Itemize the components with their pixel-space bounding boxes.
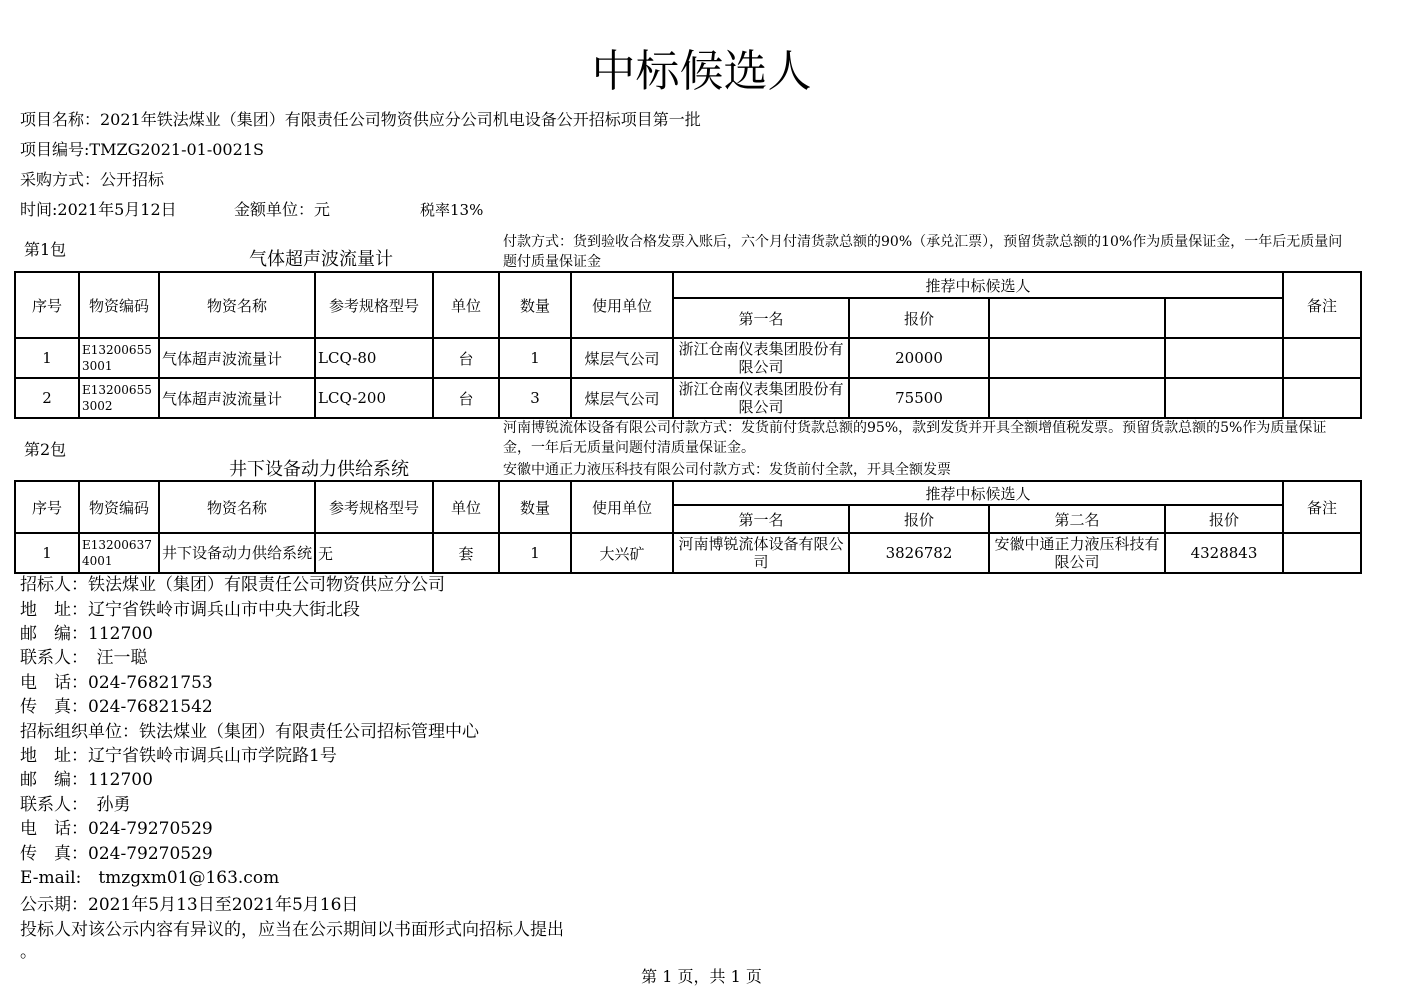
cell-price2 bbox=[1165, 338, 1283, 378]
header-name: 物资名称 bbox=[159, 272, 315, 338]
cell-price2 bbox=[1165, 378, 1283, 418]
header-remark: 备注 bbox=[1283, 481, 1361, 533]
table-row bbox=[15, 338, 1361, 378]
header-unit: 单位 bbox=[433, 272, 499, 338]
cell-first: 河南博锐流体设备有限公司 bbox=[673, 533, 849, 573]
cell-user: 煤层气公司 bbox=[571, 338, 673, 378]
cell-code: E132006553002 bbox=[79, 378, 159, 418]
cell-spec: LCQ-200 bbox=[315, 378, 433, 418]
tenderer-fax: 传 真：024-76821542 bbox=[20, 697, 213, 717]
agency-phone: 电 话：024-79270529 bbox=[20, 819, 213, 839]
cell-price: 75500 bbox=[849, 378, 989, 418]
objection-note-end: 。 bbox=[20, 942, 37, 962]
table-row bbox=[15, 533, 1361, 573]
header-seq: 序号 bbox=[15, 272, 79, 338]
purchase-method: 采购方式：公开招标 bbox=[20, 170, 165, 189]
cell-seq: 1 bbox=[15, 338, 79, 378]
header-spec: 参考规格型号 bbox=[315, 481, 433, 533]
cell-code: E132006374001 bbox=[79, 533, 159, 573]
header-price: 报价 bbox=[849, 505, 989, 533]
cell-remark bbox=[1283, 378, 1361, 418]
package-1-table bbox=[14, 271, 1362, 419]
header-second: 第二名 bbox=[989, 505, 1165, 533]
header-price2: 报价 bbox=[1165, 505, 1283, 533]
agency-address: 地 址：辽宁省铁岭市调兵山市学院路1号 bbox=[20, 746, 337, 766]
header-qty: 数量 bbox=[499, 272, 571, 338]
cell-remark bbox=[1283, 338, 1361, 378]
header-code: 物资编码 bbox=[79, 272, 159, 338]
package-2-label: 第2包 bbox=[24, 440, 67, 459]
cell-unit: 套 bbox=[433, 533, 499, 573]
cell-code: E132006553001 bbox=[79, 338, 159, 378]
cell-spec: LCQ-80 bbox=[315, 338, 433, 378]
package-2-payment: 河南博锐流体设备有限公司付款方式：发货前付货款总额的95%，款到发货并开具全额增值税发票。预留货款总额的5%作为质量保证金，一年后无质量问题付清质量保证金。 bbox=[503, 420, 1327, 456]
tenderer-address: 地 址：辽宁省铁岭市调兵山市中央大街北段 bbox=[20, 600, 360, 620]
header-remark: 备注 bbox=[1283, 272, 1361, 338]
package-1-label: 第1包 bbox=[24, 240, 67, 259]
agency-fax: 传 真：024-79270529 bbox=[20, 844, 213, 864]
cell-qty: 1 bbox=[499, 533, 571, 573]
cell-name: 井下设备动力供给系统 bbox=[159, 533, 315, 573]
publish-time: 时间:2021年5月12日 bbox=[20, 200, 177, 219]
cell-name: 气体超声波流量计 bbox=[159, 338, 315, 378]
table-row bbox=[15, 378, 1361, 418]
cell-second bbox=[989, 378, 1165, 418]
objection-note: 投标人对该公示内容有异议的，应当在公示期间以书面形式向招标人提出 bbox=[20, 920, 564, 940]
cell-second bbox=[989, 338, 1165, 378]
cell-spec: 无 bbox=[315, 533, 433, 573]
package-1-name: 气体超声波流量计 bbox=[249, 249, 393, 270]
tax-rate: 税率13% bbox=[420, 201, 484, 219]
agency-email: E-mail: tmzgxm01@163.com bbox=[20, 868, 280, 888]
cell-price: 3826782 bbox=[849, 533, 989, 573]
tenderer-phone: 电 话：024-76821753 bbox=[20, 673, 213, 693]
header-spec: 参考规格型号 bbox=[315, 272, 433, 338]
package-2-name: 井下设备动力供给系统 bbox=[229, 459, 409, 480]
header-price2 bbox=[1165, 298, 1283, 338]
cell-user: 煤层气公司 bbox=[571, 378, 673, 418]
header-second bbox=[989, 298, 1165, 338]
header-name: 物资名称 bbox=[159, 481, 315, 533]
tenderer-postcode: 邮 编：112700 bbox=[20, 624, 153, 644]
header-first: 第一名 bbox=[673, 505, 849, 533]
agency: 招标组织单位：铁法煤业（集团）有限责任公司招标管理中心 bbox=[20, 722, 479, 742]
cell-seq: 2 bbox=[15, 378, 79, 418]
header-seq: 序号 bbox=[15, 481, 79, 533]
tenderer-contact: 联系人： 汪一聪 bbox=[20, 648, 148, 668]
cell-price2: 4328843 bbox=[1165, 533, 1283, 573]
header-qty: 数量 bbox=[499, 481, 571, 533]
agency-contact: 联系人： 孙勇 bbox=[20, 795, 131, 815]
cell-qty: 3 bbox=[499, 378, 571, 418]
cell-second: 安徽中通正力液压科技有限公司 bbox=[989, 533, 1165, 573]
header-unit: 单位 bbox=[433, 481, 499, 533]
cell-remark bbox=[1283, 533, 1361, 573]
tenderer: 招标人：铁法煤业（集团）有限责任公司物资供应分公司 bbox=[20, 575, 445, 595]
cell-name: 气体超声波流量计 bbox=[159, 378, 315, 418]
header-user: 使用单位 bbox=[571, 481, 673, 533]
cell-qty: 1 bbox=[499, 338, 571, 378]
header-code: 物资编码 bbox=[79, 481, 159, 533]
package-2-table bbox=[14, 480, 1362, 574]
header-first: 第一名 bbox=[673, 298, 849, 338]
cell-unit: 台 bbox=[433, 338, 499, 378]
header-user: 使用单位 bbox=[571, 272, 673, 338]
cell-first: 浙江仓南仪表集团股份有限公司 bbox=[673, 338, 849, 378]
header-price: 报价 bbox=[849, 298, 989, 338]
package-1-payment: 付款方式：货到验收合格发票入账后，六个月付清货款总额的90%（承兑汇票），预留货款总额的10%作为质量保证金，一年后无质量问题付质量保证金 bbox=[503, 234, 1343, 270]
header-recommended: 推荐中标候选人 bbox=[673, 481, 1283, 505]
page-title: 中标候选人 bbox=[591, 46, 812, 97]
agency-postcode: 邮 编：112700 bbox=[20, 770, 153, 790]
cell-price: 20000 bbox=[849, 338, 989, 378]
publicity-period: 公示期：2021年5月13日至2021年5月16日 bbox=[20, 895, 359, 915]
cell-seq: 1 bbox=[15, 533, 79, 573]
page-number: 第 1 页，共 1 页 bbox=[641, 967, 762, 986]
header-recommended: 推荐中标候选人 bbox=[673, 272, 1283, 298]
cell-unit: 台 bbox=[433, 378, 499, 418]
currency-unit: 金额单位：元 bbox=[234, 200, 331, 219]
package-2-payment-2: 安徽中通正力液压科技有限公司付款方式：发货前付全款，开具全额发票 bbox=[503, 462, 951, 478]
cell-first: 浙江仓南仪表集团股份有限公司 bbox=[673, 378, 849, 418]
project-number: 项目编号:TMZG2021-01-0021S bbox=[20, 140, 264, 159]
project-name: 项目名称：2021年铁法煤业（集团）有限责任公司物资供应分公司机电设备公开招标项目第一批 bbox=[20, 110, 701, 129]
cell-user: 大兴矿 bbox=[571, 533, 673, 573]
